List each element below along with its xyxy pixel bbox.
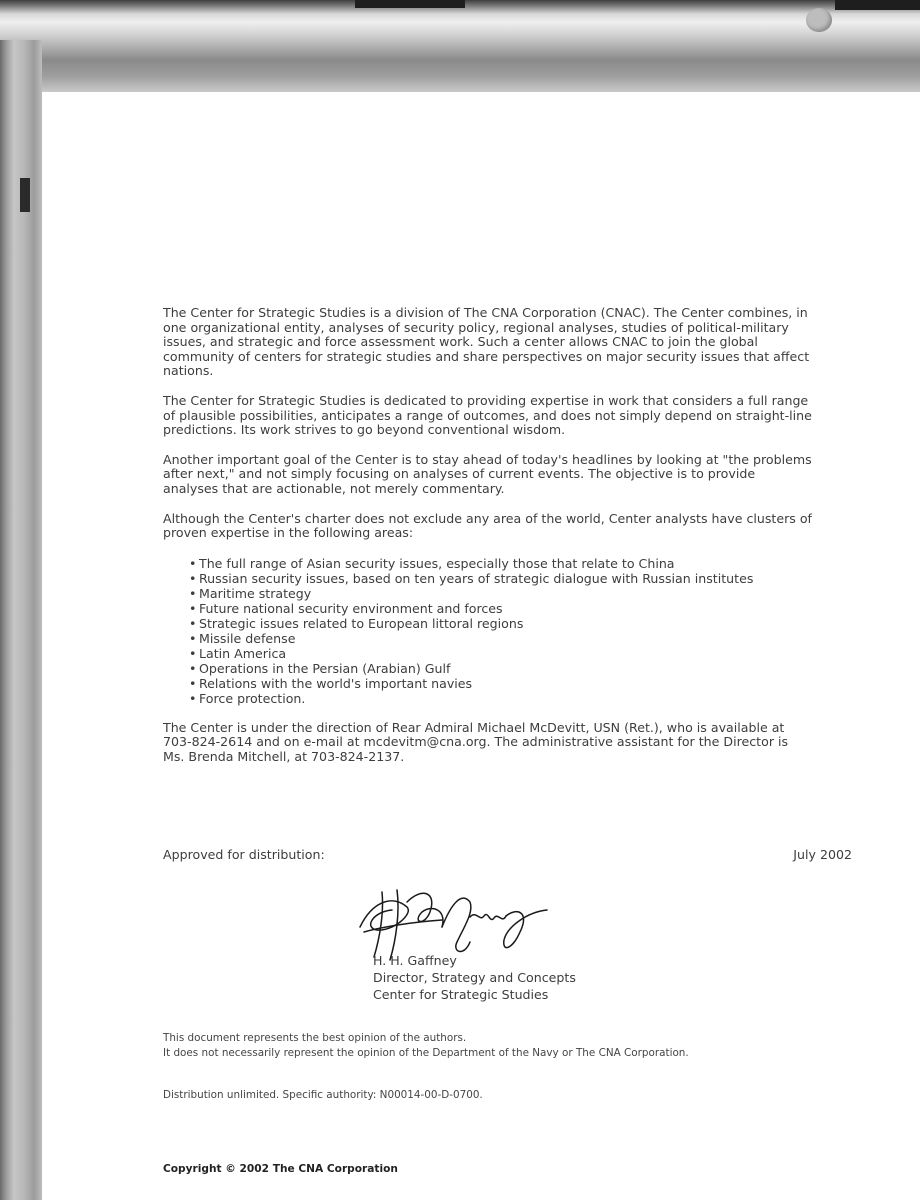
director-paragraph: The Center is under the direction of Rear Admiral Michael McDevitt, USN (Ret.), who is available at 703-824-2614 and on e-mail at mcdevitm@cna.org. The administrative assistant for the Director is Ms. Brenda Mitchell, at 703-824-2137. bbox=[163, 719, 789, 764]
signatory-org: Center for Strategic Studies bbox=[373, 987, 549, 1002]
disclaimer bbox=[163, 1031, 689, 1061]
signatory-title: Director, Strategy and Concepts bbox=[373, 970, 576, 985]
approval-label: Approved for distribution: bbox=[163, 847, 325, 862]
scan-artifact bbox=[20, 178, 30, 212]
signatory-name: H. H. Gaffney bbox=[373, 953, 457, 968]
list-item: • The full range of Asian security issues, especially those that relate to China bbox=[189, 556, 813, 571]
list-item: • Missile defense bbox=[189, 631, 813, 646]
scan-artifact bbox=[806, 8, 832, 32]
disclaimer-line: This document represents the best opinion of the authors. bbox=[163, 1032, 467, 1044]
expertise-areas-list bbox=[163, 556, 813, 706]
goal-paragraph: Another important goal of the Center is to stay ahead of today's headlines by looking at "the problems after next," and not simply focusing on analyses of current events. The objective is to provide analyses that are actionable, not merely commentary. bbox=[163, 451, 812, 496]
scan-left-edge bbox=[0, 40, 42, 1200]
expertise-paragraph: The Center for Strategic Studies is dedicated to providing expertise in work that considers a full range of plausible possibilities, anticipates a range of outcomes, and does not simply depend on straight-line predictions. Its work strives to go beyond conventional wisdom. bbox=[163, 392, 812, 438]
disclaimer-line: It does not necessarily represent the opinion of the Department of the Navy or The CNA Corporation. bbox=[163, 1047, 689, 1059]
intro-paragraph: The Center for Strategic Studies is a division of The CNA Corporation (CNAC). The Center combines, in one organizational entity, analyses of security policy, regional analyses, studies of political-military issues, and strategic and force assessment work. Such a center allows CNAC to join the global community of centers for strategic studies and share perspectives on major security issues that affect nations. bbox=[163, 305, 810, 379]
distribution-statement: Distribution unlimited. Specific authority: N00014-00-D-0700. bbox=[163, 1089, 483, 1101]
signature-block bbox=[373, 952, 576, 1003]
list-item: • Maritime strategy bbox=[189, 586, 813, 601]
scan-artifact bbox=[355, 0, 465, 8]
document-body bbox=[163, 306, 813, 780]
list-item: • Russian security issues, based on ten years of strategic dialogue with Russian institutes bbox=[189, 571, 813, 586]
list-item: • Strategic issues related to European littoral regions bbox=[189, 616, 813, 631]
copyright-notice: Copyright © 2002 The CNA Corporation bbox=[163, 1163, 398, 1175]
list-item: • Latin America bbox=[189, 646, 813, 661]
scan-artifact bbox=[835, 0, 920, 10]
list-item: • Future national security environment and forces bbox=[189, 601, 813, 616]
list-item: • Relations with the world's important navies bbox=[189, 676, 813, 691]
document-date: July 2002 bbox=[793, 847, 852, 862]
charter-paragraph: Although the Center's charter does not exclude any area of the world, Center analysts have clusters of proven expertise in the following areas: bbox=[163, 510, 812, 541]
list-item: • Force protection. bbox=[189, 691, 813, 706]
list-item: • Operations in the Persian (Arabian) Gulf bbox=[189, 661, 813, 676]
scan-top-edge bbox=[0, 0, 920, 92]
